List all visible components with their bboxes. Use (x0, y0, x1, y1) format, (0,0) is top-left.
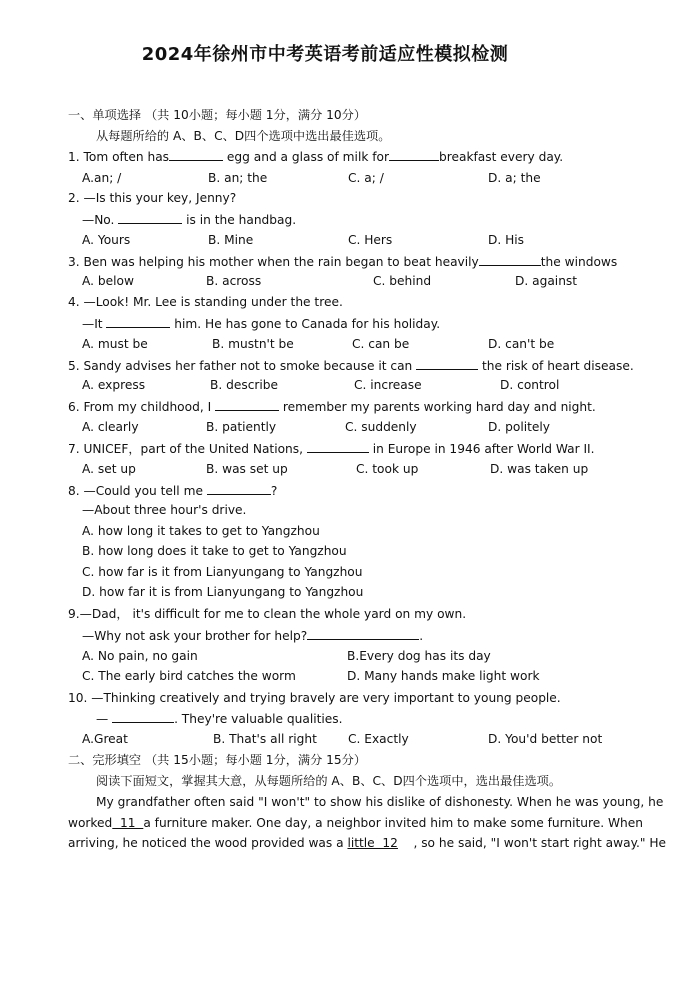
question-9-option-d: D. Many hands make light work (347, 669, 540, 683)
question-4-option-a: A. must be (82, 337, 148, 351)
question-7-option-a: A. set up (82, 462, 136, 476)
question-6-option-c: C. suddenly (345, 420, 417, 434)
question-7-option-c: C. took up (356, 462, 419, 476)
question-8-option-a: A. how long it takes to get to Yangzhou (82, 524, 320, 538)
question-4-option-c: C. can be (352, 337, 410, 351)
question-8-option-c: C. how far is it from Lianyungang to Yangzhou (82, 565, 363, 579)
question-6-option-d: D. politely (488, 420, 550, 434)
passage-line-1: My grandfather often said "I won't" to show his dislike of dishonesty. When he was young, he (96, 795, 664, 809)
question-2-stem-line2: —No. is in the handbag. (82, 213, 297, 227)
question-10-option-b: B. That's all right (213, 732, 317, 746)
passage-line-2: worked 11 a furniture maker. One day, a neighbor invited him to make some furniture. When (68, 816, 643, 830)
question-1-option-b: B. an; the (208, 171, 268, 185)
question-3-option-c: C. behind (373, 274, 432, 288)
question-1-option-c: C. a; / (348, 171, 384, 185)
question-10-stem: 10. —Thinking creatively and trying bravely are very important to young people. (68, 691, 561, 705)
question-3-stem: 3. Ben was helping his mother when the rain began to beat heavily the windows (68, 255, 618, 269)
question-2-option-b: B. Mine (208, 233, 254, 247)
question-10-option-d: D. You'd better not (488, 732, 603, 746)
question-6-stem: 6. From my childhood, I remember my parents working hard day and night. (68, 400, 596, 414)
question-2-stem: 2. —Is this your key, Jenny? (68, 191, 237, 205)
question-10-option-c: C. Exactly (348, 732, 409, 746)
question-8-option-d: D. how far it is from Lianyungang to Yangzhou (82, 585, 364, 599)
question-9-option-c: C. The early bird catches the worm (82, 669, 296, 683)
question-7-stem: 7. UNICEF，part of the United Nations, in Europe in 1946 after World War II. (68, 442, 595, 456)
question-7-option-b: B. was set up (206, 462, 288, 476)
section2-header: 二、完形填空 （共 15小题；每小题 1分，满分 15分） (68, 753, 367, 767)
question-5-option-c: C. increase (354, 378, 422, 392)
question-9-stem: 9.—Dad， it's difficult for me to clean the whole yard on my own. (68, 607, 467, 621)
question-5-option-b: B. describe (210, 378, 279, 392)
question-8-option-b: B. how long does it take to get to Yangzhou (82, 544, 347, 558)
question-10-stem-line2: — . They're valuable qualities. (96, 712, 343, 726)
section1-header: 一、单项选择 （共 10小题；每小题 1分，满分 10分） (68, 108, 367, 122)
section1-instruction: 从每题所给的 A、B、C、D四个选项中选出最佳选项。 (96, 129, 391, 143)
question-8-stem: 8. —Could you tell me ? (68, 484, 278, 498)
question-2-option-c: C. Hers (348, 233, 393, 247)
question-3-option-d: D. against (515, 274, 578, 288)
blank-12: little 12 (347, 836, 398, 850)
question-3-option-a: A. below (82, 274, 134, 288)
question-4-stem: 4. —Look! Mr. Lee is standing under the tree. (68, 295, 343, 309)
question-6-option-b: B. patiently (206, 420, 277, 434)
question-1-option-a: A.an; / (82, 171, 122, 185)
passage-line-3: arriving, he noticed the wood provided was a little 12 , so he said, "I won't start right away." He (68, 836, 667, 850)
question-5-stem: 5. Sandy advises her father not to smoke because it can the risk of heart disease. (68, 359, 634, 373)
question-5-option-d: D. control (500, 378, 560, 392)
question-4-option-d: D. can't be (488, 337, 555, 351)
question-9-option-b: B.Every dog has its day (347, 649, 491, 663)
question-4-stem-line2: —It him. He has gone to Canada for his holiday. (82, 317, 441, 331)
question-5-option-a: A. express (82, 378, 146, 392)
question-10-option-a: A.Great (82, 732, 128, 746)
page-title: 2024年徐州市中考英语考前适应性模拟检测 (141, 44, 509, 65)
blank-11: 11 (112, 816, 144, 830)
question-9-stem-line2: —Why not ask your brother for help? . (82, 629, 424, 643)
question-9-option-a: A. No pain, no gain (82, 649, 198, 663)
question-2-option-d: D. His (488, 233, 525, 247)
question-4-option-b: B. mustn't be (212, 337, 294, 351)
question-2-option-a: A. Yours (82, 233, 131, 247)
section2-instruction: 阅读下面短文，掌握其大意，从每题所给的 A、B、C、D四个选项中，选出最佳选项。 (96, 774, 562, 788)
question-1-stem: 1. Tom often has egg and a glass of milk for breakfast every day. (68, 150, 564, 164)
question-3-option-b: B. across (206, 274, 262, 288)
question-7-option-d: D. was taken up (490, 462, 589, 476)
question-8-stem-line2: —About three hour's drive. (82, 503, 247, 517)
question-6-option-a: A. clearly (82, 420, 139, 434)
question-1-option-d: D. a; the (488, 171, 541, 185)
